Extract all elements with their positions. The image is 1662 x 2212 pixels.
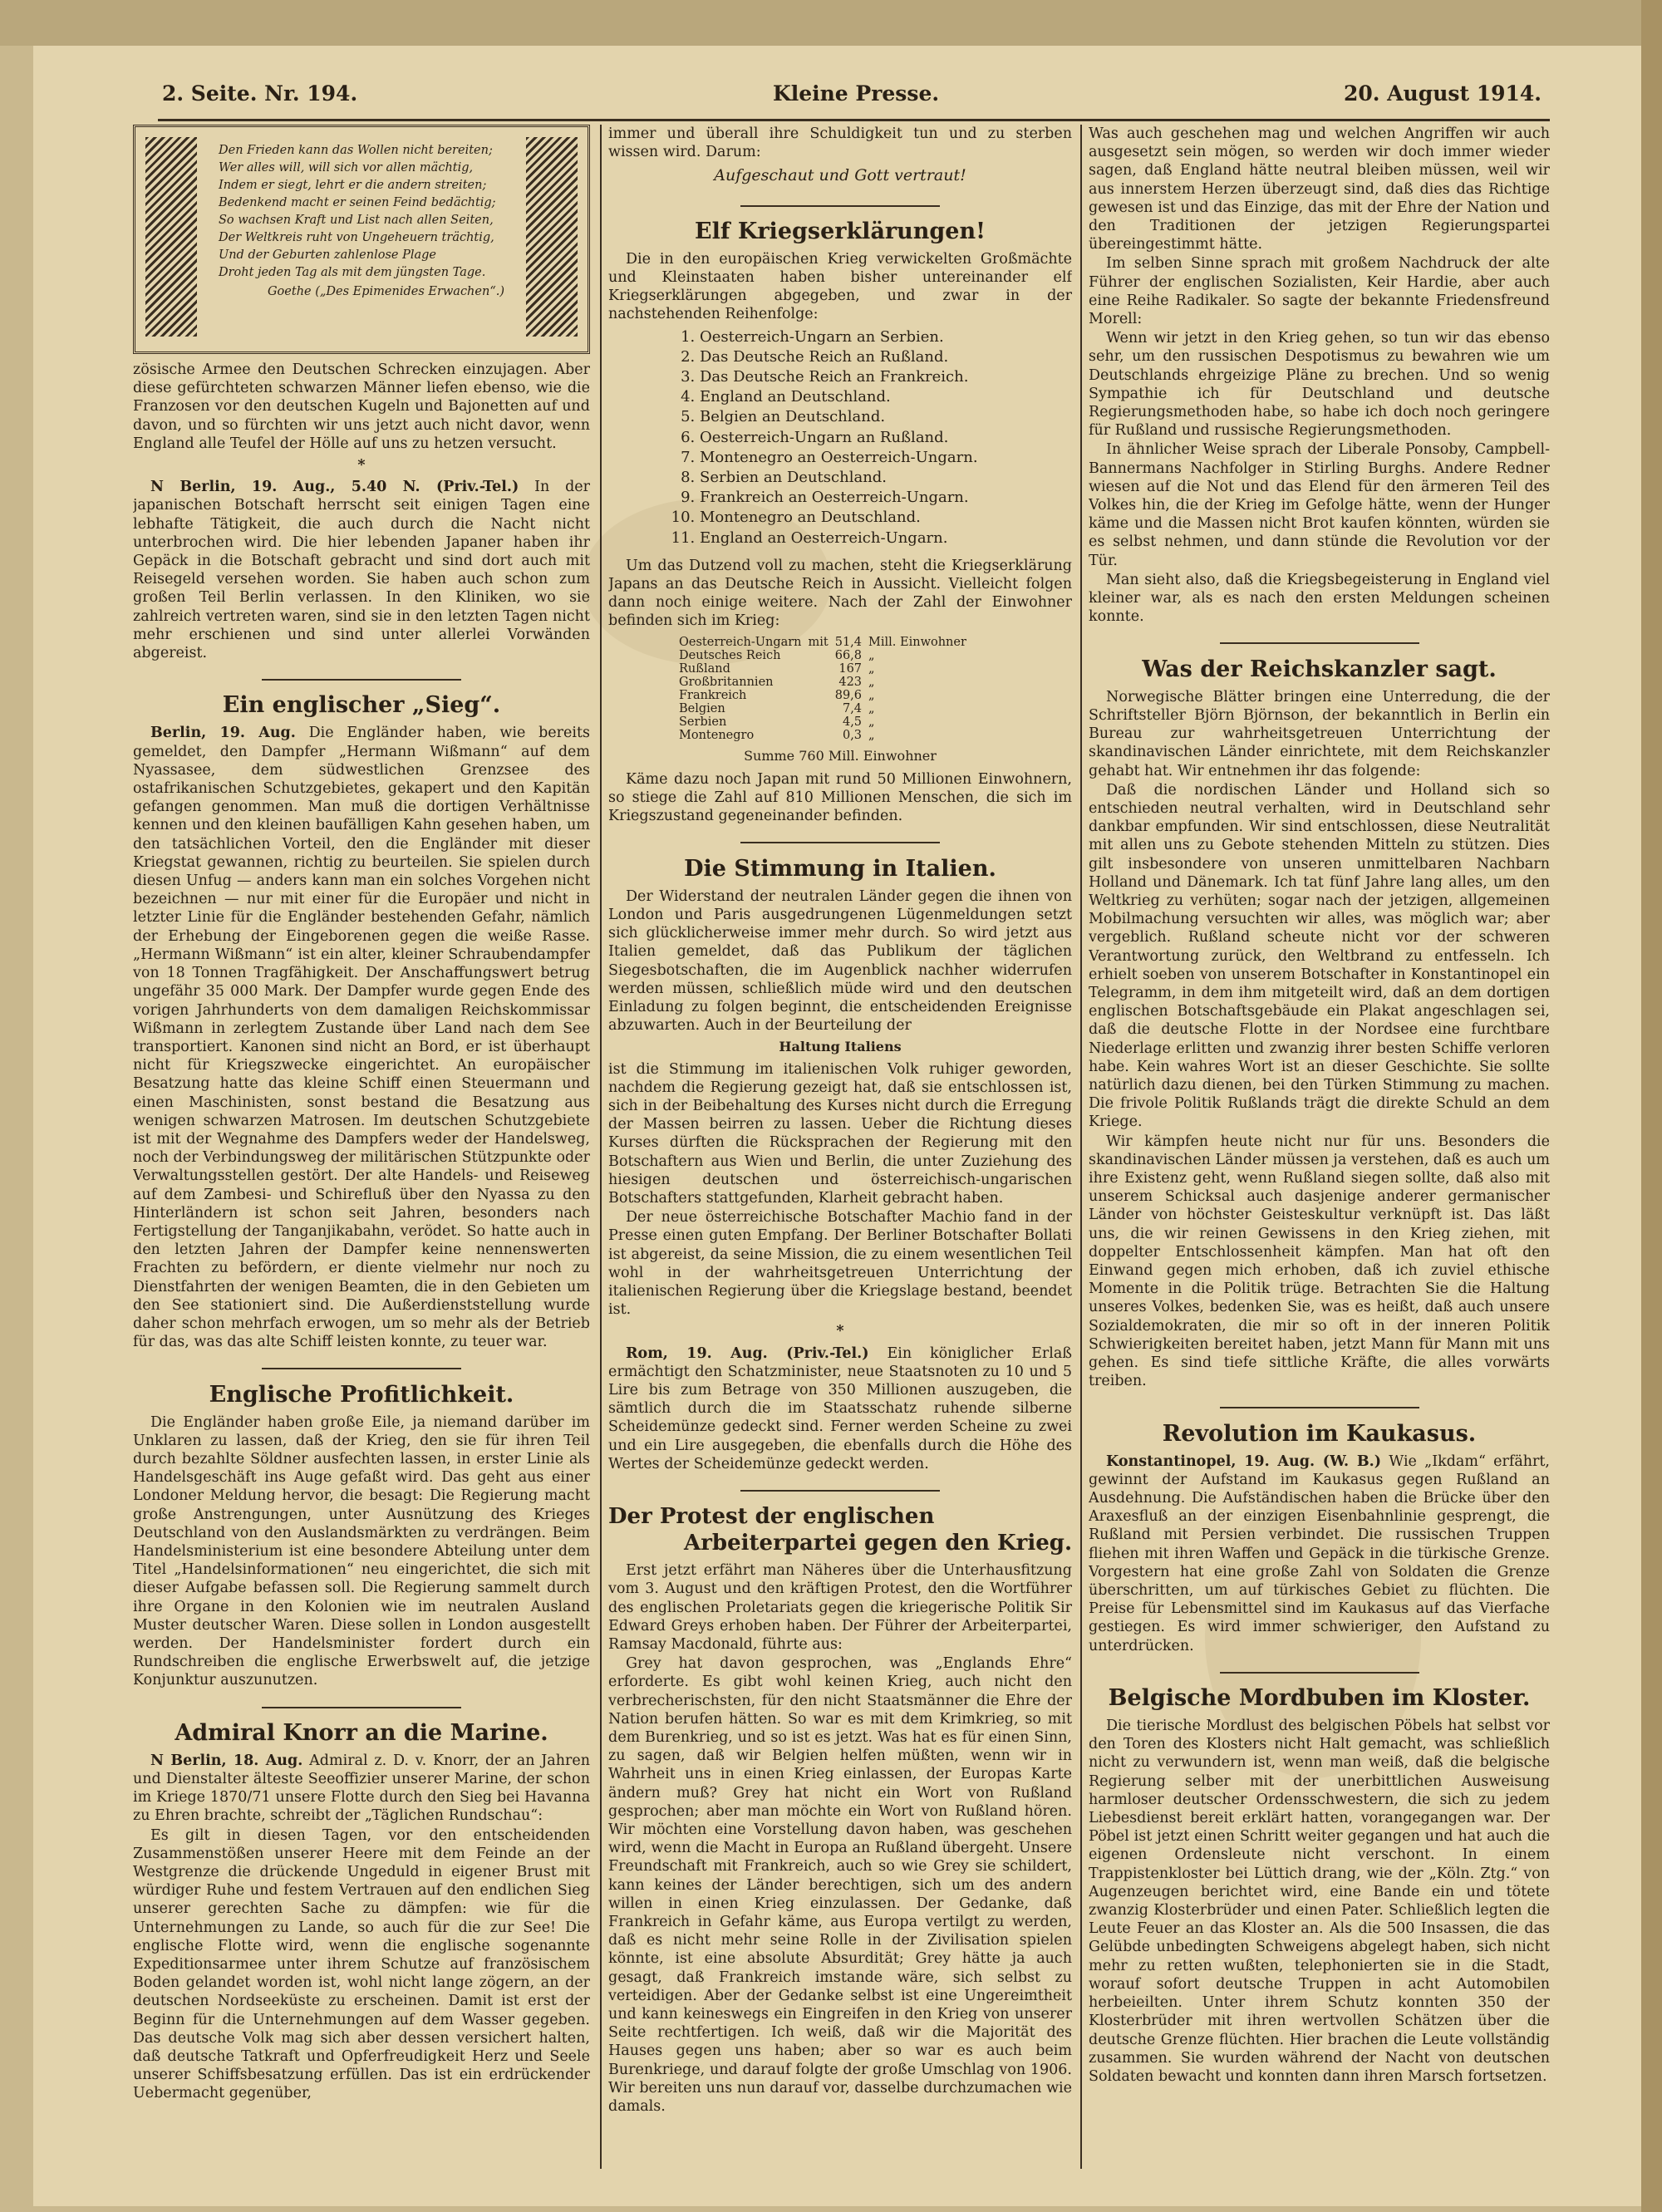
population-value: 4,5 xyxy=(842,715,863,729)
poem-line: Droht jeden Tag als mit dem jüngsten Tage. xyxy=(219,266,486,279)
table-cell: „ xyxy=(868,688,875,702)
article-paragraph: Es gilt in diesen Tagen, vor den entscheidenden Zusammenstößen unserer Heere mit dem Feinde an der Westgrenze die drückende Ungeduld in eigener Brust mit würdiger Ruhe und festem Vertrauen auf den endlichen Sieg unserer gerechten Sache zu dämpfen: wie für die Unternehmungen zu Lande, so auch für die zur See! Die englische Flotte wird, wenn die englische sogenannte Expeditionsarmee unter ihrem Schutze auf französischem Boden gelandet worden ist, wohl nicht lange zögern, an der deutschen Nordseeküste zu erscheinen. Damit ist erst der Beginn für die Unternehmungen auf dem Wasser gegeben. Das deutsche Volk mag sich aber dessen versichert halten, daß deutsche Tatkraft und Opferfreudigkeit Herz und Seele unserer Schiffsbesatzung erfüllen. Das ist ein erdrückender Uebermacht gegenüber, xyxy=(133,1826,590,2102)
article-paragraph: zösische Armee den Deutschen Schrecken einzujagen. Aber diese gefürchteten schwarzen Männer liefen ebenso, wie die Franzosen vor den deutschen Kugeln und Bajonetten auf und davon, und so fürchten wir uns jetzt auch nicht davor, wenn England alle Teufel der Hölle auf uns zu hetzen versucht. xyxy=(133,361,590,452)
star-separator: * xyxy=(836,1323,844,1340)
population-sum: Summe 760 Mill. Einwohner xyxy=(744,747,937,764)
table-cell xyxy=(809,689,835,702)
poem-box xyxy=(133,125,590,354)
article-paragraph: Wenn wir jetzt in den Krieg gehen, so tun wir das ebenso sehr, um den russischen Despotismus zu bewahren wie um Deutschlands ehrgeizige Pläne zu brechen. Und so wenig Sympathie ich für Deutschland und deutsche Regierungsmethoden habe, so habe ich doch noch geringere für Rußland und russische Regierungsmethoden. xyxy=(1089,330,1550,440)
headline-admiral-knorr: Admiral Knorr an die Marine. xyxy=(175,1719,548,1746)
column-3 xyxy=(1089,125,1550,2169)
article-paragraph: immer und überall ihre Schuldigkeit tun und zu sterben wissen wird. Darum: xyxy=(608,125,1072,161)
list-item: 7. Montenegro an Oesterreich-Ungarn. xyxy=(700,448,1072,468)
table-row xyxy=(679,715,973,729)
article-paragraph: In der japanischen Botschaft herrscht seit einigen Tagen eine lebhafte Tätigkeit, die auch durch die Nacht nicht unterbrochen wird. Die hier lebenden Japaner haben ihr Gepäck in die Botschaft gebracht und sind dort auch mit Reisegeld versehen worden. Sie haben auch schon zum großen Teil Berlin verlassen. In den Kliniken, wo sie zahlreich vertreten waren, sind sie in den letzten Tagen nicht mehr erschienen und sind unter allerlei Vorwänden abgereist. xyxy=(133,479,590,662)
list-item: 5. Belgien an Deutschland. xyxy=(700,407,1072,427)
table-cell xyxy=(809,715,835,729)
page-header xyxy=(162,81,1542,118)
table-cell: „ xyxy=(868,661,875,676)
article-paragraph: Die Engländer haben, wie bereits gemeldet, den Dampfer „Hermann Wißmann“ auf dem Nyassasee, dem südwestlichen Grenzsee des ostafrikanischen Schutzgebietes, gekapert und den Kapitän gefangen genommen. Man muß die dortigen Verhältnisse kennen und den kleinen baufälligen Kahn gesehen haben, um den tatsächlichen Vorteil, den die Engländer mit dieser Kriegstat gewannen, richtig zu beurteilen. Sie spielen durch diesen Unfug — anders kann man ein solches Vorgehen nicht bezeichnen — nur mit einer für die Europäer und nicht in letzter Linie für die Engländer bestehenden Gefahr, nämlich der Erhebung der Eingeborenen gegen die weiße Rasse. „Hermann Wißmann“ ist ein alter, kleiner Schraubendampfer von 18 Tonnen Tragfähigkeit. Der Anschaffungswert betrug ungefähr 35 000 Mark. Der Dampfer wurde gegen Ende des vorigen Jahrhunderts von dem damaligen Reichskommissar Wißmann in zerlegtem Zustande über Land nach dem See transportiert. Kanonen sind nicht an Bord, er ist überhaupt nicht für Kriegszwecke eingerichtet. An europäischer Besatzung hatte das kleine Schiff einen Steuermann und einen Maschinisten, sonst bestand die Besatzung aus wenigen schwarzen Matrosen. Im deutschen Schutzgebiete ist mit der Wegnahme des Dampfers weder der Handelsweg, noch der Verbindungsweg der militärischen Stützpunkte oder Verwaltungsstellen gestört. Der alte Handels- und Reiseweg auf dem Zambesi- und Schirefluß über den Nyassa zu den Hinterländern ist schon seit Jahren, besonders nach Fertigstellung der Tanganjikabahn, verödet. So hatte auch in den letzten Jahren der Dampfer keine nennenswerten Frachten zu befördern, er diente vielmehr nur noch zu Dienstfahrten der wenigen Beamten, die in den Gebieten um den See stationiert sind. Die Außerdienststellung wurde daher schon mehrfach erwogen, um so mehr als der Betrieb für das, was das alte Schiff leisten konnte, zu teuer war. xyxy=(133,725,590,1351)
poem-line: Und der Geburten zahlenlose Plage xyxy=(219,248,437,262)
list-item: 11. England an Oesterreich-Ungarn. xyxy=(700,528,1072,548)
headline-revolution-kaukasus: Revolution im Kaukasus. xyxy=(1162,1420,1477,1447)
article-paragraph: Grey hat davon gesprochen, was „Englands Ehre“ erforderte. Es gibt wohl keinen Krieg, auch nicht den verbrecherischsten, für den nicht Staatsmänner die Ehre der Nation berufen hätten. So war es mit dem Krimkrieg, so mit dem Burenkrieg, und so ist es jetzt. Was hat es für einen Sinn, zu sagen, daß wir Belgien helfen müßten, wenn wir in Wahrheit uns in einen Krieg einlassen, der Europas Karte ändern muß? Grey hat nicht ein Wort von Rußland gesprochen; aber man möchte ein Wort von Rußland hören. Wir möchten eine Vorstellung davon haben, was geschehen wird, wenn die Macht in Europa an Rußland übergeht. Unsere Freundschaft mit Frankreich, auch so wie Grey sie schildert, kann keines der Länder berechtigen, sich um des andern willen in einen Krieg einzulassen. Der Gedanke, daß Frankreich in Gefahr käme, aus Europa vertilgt zu werden, daß es nicht mehr seine Rolle in der Zivilisation spielen könnte, ist eine absolute Absurdität; Grey hätte ja auch gesagt, daß Frankreich imstande wäre, sich selbst zu verteidigen. Aber der Gedanke selbst ist eine Ungereimtheit und kann keineswegs ein Eingreifen in den Krieg von unserer Seite rechtfertigen. Ich weiß, daß wir die Majorität des Hauses gegen uns haben; aber so war es auch beim Burenkriege, und darauf folgte der große Umschlag von 1906. Wir bereiten uns nun darauf vor, dasselbe durchzumachen wie damals. xyxy=(608,1655,1072,2116)
separator-rule xyxy=(608,194,1072,212)
separator-rule xyxy=(1089,1395,1550,1413)
article-paragraph: Wir kämpfen heute nicht nur für uns. Besonders die skandinavischen Länder müssen ja verstehen, daß es auch um ihre Existenz geht, wenn Rußland siegen sollte, daß also mit unserem Schicksal auch dasjenige anderer germanischer Länder von höchster Geisteskultur verknüpft ist. Das läßt uns, die wir reinen Gewissens in den Krieg ziehen, mit doppelter Entschlossenheit kämpfen. Man hat oft den Einwand gegen mich erhoben, daß ich zuviel ethische Momente in die Politik trüge. Betrachten Sie die Haltung unseres Volkes, bedenken Sie, was es heißt, daß auch unsere Sozialdemokraten, die mir so oft in der inneren Politik Schwierigkeiten bereitet haben, jetzt Mann für Mann mit uns gehen. Es sind tiefe sittliche Kräfte, die alles vorwärts treiben. xyxy=(1089,1133,1550,1390)
poem-line: Indem er siegt, lehrt er die andern streiten; xyxy=(219,179,487,192)
page-number: 2. Seite. Nr. 194. xyxy=(162,81,358,106)
article-paragraph: Erst jetzt erfährt man Näheres über die Unterhausfitzung vom 3. August und den kräftigen Protest, den die Wortführer des englischen Proletariats gegen die kriegerische Politik Sir Edward Greys erhoben haben. Der Führer der Arbeiterpartei, Ramsay Macdonald, führte aus: xyxy=(608,1562,1072,1653)
list-item: 1. Oesterreich-Ungarn an Serbien. xyxy=(700,327,1072,347)
dateline: Berlin, 19. Aug. xyxy=(150,725,296,742)
article-paragraph: Um das Dutzend voll zu machen, steht die Kriegserklärung Japans an das Deutsche Reich in Aussicht. Vielleicht folgen dann noch einige weitere. Nach der Zahl der Einwohner befinden sich im Krieg: xyxy=(608,557,1072,630)
newspaper-title: Kleine Presse. xyxy=(773,81,940,106)
population-value: 7,4 xyxy=(842,701,863,715)
article-paragraph: Die in den europäischen Krieg verwickelten Großmächte und Kleinstaaten haben bisher untereinander elf Kriegserklärungen abgegeben, und zwar in der nachstehenden Reihenfolge: xyxy=(608,250,1072,323)
country-name: Belgien xyxy=(679,701,725,715)
table-cell xyxy=(809,662,835,676)
separator-rule xyxy=(608,1478,1072,1497)
war-declarations-list xyxy=(608,327,1072,548)
poem-line: Den Frieden kann das Wollen nicht bereiten; xyxy=(219,144,493,157)
poem-text xyxy=(219,142,504,301)
table-cell xyxy=(809,702,835,715)
poem-attribution: Goethe („Des Epimenides Erwachen“.) xyxy=(267,285,504,298)
population-table xyxy=(679,636,973,742)
table-cell: „ xyxy=(868,648,875,662)
dateline: N Berlin, 19. Aug., 5.40 N. (Priv.-Tel.) xyxy=(150,479,519,496)
poem-line: Wer alles will, will sich vor allen mächtig, xyxy=(219,161,474,175)
population-value: 51,4 xyxy=(834,635,863,649)
table-row xyxy=(679,689,973,702)
headline-mordbuben-kloster: Belgische Mordbuben im Kloster. xyxy=(1108,1685,1531,1712)
poem-line: Bedenkend macht er seinen Feind bedächtig; xyxy=(219,196,496,209)
table-cell xyxy=(809,676,835,689)
separator-rule xyxy=(1089,1660,1550,1679)
country-name: Rußland xyxy=(679,661,730,676)
list-item: 8. Serbien an Deutschland. xyxy=(700,468,1072,488)
article-paragraph: Ein königlicher Erlaß ermächtigt den Schatzminister, neue Staatsnoten zu 10 und 5 Lire bis zum Betrage von 350 Millionen auszugeben, die sämtlich durch die im Staatsschatz ruhende silberne Scheidemünze gedeckt sind. Ferner werden Scheine zu zwei und ein Lire ausgegeben, die ebenfalls durch die Höhe des Wertes der Scheidemünze gedeckt werden. xyxy=(608,1344,1072,1472)
page-edge xyxy=(1641,0,1662,2212)
article-paragraph: Der neue österreichische Botschafter Machio fand in der Presse einen guten Empfang. Der Berliner Botschafter Bollati ist abgereist, da seine Mission, die zu einem wesentlichen Teil wohl in der wahrheitsgetreuen Unterrichtung der italienischen Regierung über die Kriegslage bestand, beendet ist. xyxy=(608,1209,1072,1319)
dateline: Rom, 19. Aug. (Priv.-Tel.) xyxy=(626,1344,869,1362)
population-value: 89,6 xyxy=(834,688,863,702)
ornament-left xyxy=(145,137,197,337)
headline-protest-line1: Der Protest der englischen xyxy=(608,1504,935,1530)
headline-protest-line2: Arbeiterpartei gegen den Krieg. xyxy=(684,1531,1072,1556)
headline-kriegserklaerungen: Elf Kriegserklärungen! xyxy=(695,218,986,244)
dateline: N Berlin, 18. Aug. xyxy=(150,1752,303,1769)
subheading-haltung-italiens: Haltung Italiens xyxy=(779,1039,902,1055)
article-paragraph: Wie „Ikdam“ erfährt, gewinnt der Aufstand im Kaukasus gegen Rußland an Ausdehnung. Die Aufständischen haben die Brücke über den Araxesfluß an der einzigen Eisenbahnlinie gesprengt, die Rußland mit Persien verbindet. Die russischen Truppen fliehen mit ihren Waffen und Gepäck in die türkische Grenze. Vorgestern hat eine große Zahl von Soldaten die Grenze überschritten, um auf türkisches Gebiet zu flüchten. Die Preise für Lebensmittel sind im Kaukasus auf das Vierfache gestiegen. Es wird immer schwieriger, den Aufstand zu unterdrücken. xyxy=(1089,1453,1550,1654)
article-paragraph: Was auch geschehen mag und welchen Angriffen wir auch ausgesetzt sein mögen, so werden wir doch immer wieder sagen, daß England hätte neutral bleiben müssen, weil wir aus innerstem Herzen überzeugt sind, daß dies das Richtige gewesen ist und das Einzige, das mit der Ehre der Nation und den Traditionen der jetzigen Regierungspartei übereingestimmt hätte. xyxy=(1089,125,1550,253)
article-paragraph: Admiral z. D. v. Knorr, der an Jahren und Dienstalter älteste Seeoffizier unserer Marine, der schon im Kriege 1870/71 unsere Flotte durch den Sieg bei Havanna zu Ehren brachte, schreibt der „Täglichen Rundschau“: xyxy=(133,1752,590,1825)
table-row xyxy=(679,662,973,676)
table-cell: „ xyxy=(868,728,875,742)
table-cell: „ xyxy=(868,715,875,729)
headline-stimmung-italien: Die Stimmung in Italien. xyxy=(684,855,996,882)
article-paragraph: Der Widerstand der neutralen Länder gegen die ihnen von London und Paris ausgedrungenen Lügenmeldungen setzt sich glücklicherweise immer mehr durch. So wird jetzt aus Italien gemeldet, daß das Publikum der täglichen Siegesbotschaften, die im Augenblick nachher widerrufen werden müssen, schließlich müde wird und den deutschen Einladung zu folgen beginnt, die entscheidenden Ereignisse abzuwarten. Auch in der Beurteilung der xyxy=(608,887,1072,1035)
article-paragraph: Die tierische Mordlust des belgischen Pöbels hat selbst vor den Toren des Klosters nicht Halt gemacht, was schließlich nicht zu verwundern ist, wenn man weiß, daß die belgische Regierung selber mit der unerbittlichen Ausweisung harmloser deutscher Ordensschwestern, die sich zu jedem Liebesdienst bereit erklärt hatten, vorangegangen war. Der Pöbel ist jetzt einen Schritt weiter gegangen und hat auch die eigenen Ordensleute nicht verschont. In einem Trappistenkloster bei Lüttich drang, wie der „Köln. Ztg.“ von Augenzeugen berichtet wird, eine Bande ein und tötete zwanzig Klosterbrüder und einen Pater. Schließlich legten die Leute Feuer an das Kloster an. Als die 500 Insassen, die das Gelübde unbedingten Schweigens abgelegt haben, sich nicht mehr zu retten wußten, telephonierten sie in die Stadt, worauf sofort deutsche Truppen in acht Automobilen herbeieilten. Unter ihrem Schutz konnten 350 der Klosterbrüder mit ihren wertvollen Schätzen über die deutsche Grenze flüchten. Hier brachen die Leute vollständig zusammen. Sie wurden während der Nacht von deutschen Soldaten bewacht und konnten dann ihren Marsch fortsetzen. xyxy=(1089,1718,1550,2085)
headline-englischer-sieg: Ein englischer „Sieg“. xyxy=(222,692,501,719)
article-paragraph: In ähnlicher Weise sprach der Liberale Ponsoby, Campbell-Bannermans Nachfolger in Stirling Burghs. Andere Redner wiesen auf die Not und das Elend für den ärmeren Teil des Volkes hin, die der Krieg im Gefolge hätte, wenn der Hunger käme und die Massen nicht Brot kaufen könnten, würden sie es selbst nehmen, und dann stünde die Revolution vor der Tür. xyxy=(1089,441,1550,569)
separator-rule xyxy=(133,1356,590,1374)
column-2 xyxy=(608,125,1072,2169)
country-name: Montenegro xyxy=(679,728,755,742)
article-paragraph: Daß die nordischen Länder und Holland sich so entschieden neutral verhalten, wird in Deutschland sehr dankbar empfunden. Wir sind entschlossen, diese Neutralität mit allen uns zu Gebote stehenden Mitteln zu stützen. Dies gilt insbesondere von unseren unmittelbaren Nachbarn Holland und Dänemark. Ich tat fünf Jahre lang alles, um den Weltkrieg zu verhüten; sogar nach der jetzigen, allgemeinen Mobilmachung versuchten wir alles, was möglich war; aber vergeblich. Rußland scheute nicht vor der schweren Verantwortung zurück, den Weltbrand zu entfesseln. Ich erhielt soeben von unserem Botschafter in Konstantinopel ein Telegramm, in dem ihm mitgeteilt wird, daß an dem dortigen englischen Botschaftsgebäude ein Plakat angeschlagen sei, daß die deutsche Flotte in der Nordsee eine furchtbare Niederlage erlitten und zwanzig ihrer besten Schiffe verloren habe. Kein wahres Wort ist an dieser Geschichte. Sie sollte natürlich dazu dienen, bei den Türken Stimmung zu machen. Die frivole Politik Rußlands trägt die direkte Schuld an dem Kriege. xyxy=(1089,781,1550,1131)
separator-rule xyxy=(133,1695,590,1713)
population-value: 0,3 xyxy=(842,728,863,742)
table-cell: mit xyxy=(808,635,829,649)
column-1 xyxy=(133,125,590,2169)
separator-rule xyxy=(608,830,1072,848)
country-name: Deutsches Reich xyxy=(679,648,781,662)
country-name: Oesterreich-Ungarn xyxy=(679,635,802,649)
headline-profitlichkeit: Englische Profitlichkeit. xyxy=(209,1381,514,1408)
population-value: 66,8 xyxy=(834,648,863,662)
table-cell xyxy=(809,729,835,742)
list-item: 4. England an Deutschland. xyxy=(700,387,1072,407)
list-item: 3. Das Deutsche Reich an Frankreich. xyxy=(700,367,1072,387)
table-row xyxy=(679,649,973,662)
star-separator: * xyxy=(357,457,366,474)
table-cell: Mill. Einwohner xyxy=(868,635,966,649)
list-item: 2. Das Deutsche Reich an Rußland. xyxy=(700,347,1072,367)
table-row xyxy=(679,729,973,742)
article-paragraph: Man sieht also, daß die Kriegsbegeisterung in England viel kleiner war, als es nach den ersten Meldungen scheinen konnte. xyxy=(1089,571,1550,626)
article-paragraph: Käme dazu noch Japan mit rund 50 Millionen Einwohnern, so stiege die Zahl auf 810 Millionen Menschen, die sich im Kriegszustand gegeneinander befinden. xyxy=(608,770,1072,825)
country-name: Frankreich xyxy=(679,688,747,702)
article-paragraph: Im selben Sinne sprach mit großem Nachdruck der alte Führer der englischen Sozialisten, Keir Hardie, aber auch eine Reihe Radikaler. So sagte der bekannte Friedensfreund Morell: xyxy=(1089,255,1550,328)
article-paragraph: ist die Stimmung im italienischen Volk ruhiger geworden, nachdem die Regierung gezeigt hat, daß sie entschlossen ist, sich in der Beibehaltung des Kurses nicht durch die Erregung der Massen beirren zu lassen. Ueber die Richtung dieses Kurses dürften die Rücksprachen der Regierung mit den Botschaftern aus Wien und Berlin, die unter Zuziehung des hiesigen deutschen und österreichisch-ungarischen Botschafters stattgefunden, Klarheit gebracht haben. xyxy=(608,1060,1072,1207)
country-name: Großbritannien xyxy=(679,675,774,689)
headline-reichskanzler: Was der Reichskanzler sagt. xyxy=(1142,656,1497,682)
table-cell: „ xyxy=(868,675,875,689)
header-rule xyxy=(158,119,1550,121)
table-row xyxy=(679,636,973,649)
population-value: 167 xyxy=(838,661,863,676)
population-value: 423 xyxy=(838,675,863,689)
list-item: 10. Montenegro an Deutschland. xyxy=(700,508,1072,528)
list-item: 9. Frankreich an Oesterreich-Ungarn. xyxy=(700,488,1072,508)
issue-date: 20. August 1914. xyxy=(1343,81,1542,106)
motto: Aufgeschaut und Gott vertraut! xyxy=(714,166,966,185)
table-row xyxy=(679,702,973,715)
country-name: Serbien xyxy=(679,715,727,729)
column-rule xyxy=(1080,125,1082,2169)
separator-rule xyxy=(1089,631,1550,649)
column-rule xyxy=(600,125,602,2169)
table-cell xyxy=(809,649,835,662)
ornament-right xyxy=(526,137,578,337)
dateline: Konstantinopel, 19. Aug. (W. B.) xyxy=(1106,1453,1382,1470)
page-top-margin xyxy=(0,0,1662,46)
separator-rule xyxy=(133,667,590,686)
poem-line: So wachsen Kraft und List nach allen Seiten, xyxy=(219,214,494,227)
article-paragraph: Norwegische Blätter bringen eine Unterredung, die der Schriftsteller Björn Björnson, der bekanntlich in Berlin ein Bureau zur wahrheitsgetreuen Unterrichtung der skandinavischen Länder einrichtete, mit dem Reichskanzler gehabt hat. Wir entnehmen ihr das folgende: xyxy=(1089,688,1550,779)
article-paragraph: Die Engländer haben große Eile, ja niemand darüber im Unklaren zu lassen, daß der Krieg, den sie für ihren Teil durch bezahlte Söldner ausfechten lassen, in erster Linie als Handelsgeschäft ins Auge gefaßt wird. Das geht aus einer Londoner Meldung hervor, die besagt: Die Regierung macht große Anstrengungen, unter Ausnützung des Krieges Deutschland von den Auslandsmärkten zu verdrängen. Beim Handelsministerium ist eine besondere Abteilung unter dem Titel „Handelsinformationen“ neu eingerichtet, die sich mit dieser Aufgabe befassen soll. Die Regierung sammelt durch ihre Organe in den Kolonien wie im neutralen Ausland Muster deutscher Waren. Diese sollen in London ausgestellt werden. Der Handelsminister fordert durch ein Rundschreiben die englische Erwerbswelt auf, die jetzige Konjunktur auszunutzen. xyxy=(133,1413,590,1689)
table-row xyxy=(679,676,973,689)
list-item: 6. Oesterreich-Ungarn an Rußland. xyxy=(700,428,1072,448)
poem-line: Der Weltkreis ruht von Ungeheuern trächtig, xyxy=(219,231,494,244)
table-cell: „ xyxy=(868,701,875,715)
